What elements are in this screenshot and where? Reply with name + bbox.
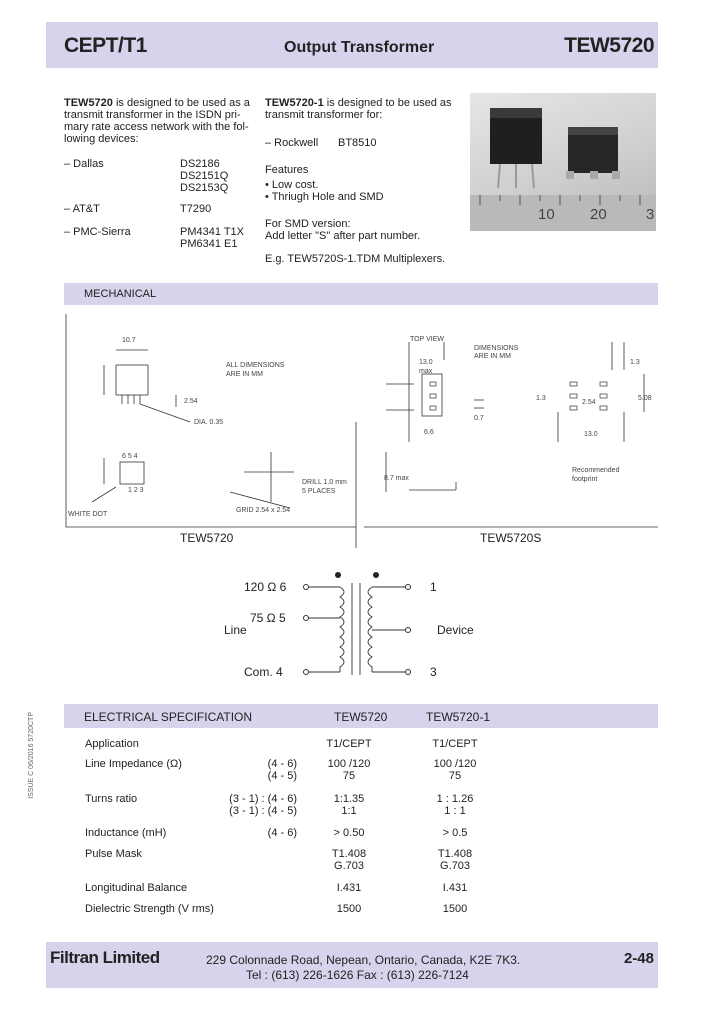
dim-note: DIMENSIONS xyxy=(474,345,519,352)
dim-note: 1 2 3 xyxy=(128,487,144,494)
dim-note: 5 PLACES xyxy=(302,488,336,495)
pin-label: 75 Ω 5 xyxy=(250,611,286,625)
param-cell: Turns ratio xyxy=(85,793,138,805)
value-line: 1500 xyxy=(442,903,468,915)
value-line: 75 xyxy=(448,770,462,782)
dim-note: footprint xyxy=(572,476,598,483)
device-parts xyxy=(180,158,228,194)
value-line: 1 : 1.26 xyxy=(436,793,474,805)
dim-note: 2.54 xyxy=(184,398,198,405)
intro1-line: mary rate access network with the fol- xyxy=(64,121,249,133)
mechanical-band xyxy=(64,283,658,305)
feature-item: • Thriugh Hole and SMD xyxy=(265,191,384,203)
value-line: > 0.5 xyxy=(442,827,468,839)
dim-note: 13.0 xyxy=(419,359,433,366)
value-line: G.703 xyxy=(334,860,364,872)
value-line: G.703 xyxy=(440,860,470,872)
dim-note: 5.08 xyxy=(638,395,652,402)
header-left: CEPT/T1 xyxy=(64,34,147,57)
condition-cell xyxy=(185,827,297,839)
company-name: Filtran Limited xyxy=(50,948,160,967)
smd-note xyxy=(265,218,420,242)
intro2-bold: TEW5720-1 xyxy=(265,97,324,109)
condition-line: (3 - 1) : (4 - 5) xyxy=(229,805,297,817)
value-line: 1:1.35 xyxy=(333,793,365,805)
value-line: T1.408 xyxy=(437,848,473,860)
intro1-bold: TEW5720 xyxy=(64,97,113,109)
pin-label: Com. 4 xyxy=(244,665,283,679)
value-cell-1 xyxy=(321,827,377,839)
condition-line: (3 - 1) : (4 - 6) xyxy=(229,793,297,805)
value-line: T1.408 xyxy=(331,848,367,860)
dim-note: DIA. 0.35 xyxy=(194,419,224,426)
param-cell: Pulse Mask xyxy=(85,848,142,860)
condition-line: (4 - 6) xyxy=(267,758,297,770)
intro-right xyxy=(265,97,460,121)
col-header-2: TEW5720-1 xyxy=(426,710,491,724)
electrical-band xyxy=(64,704,658,728)
dim-note: 13.0 xyxy=(584,431,598,438)
value-cell-1 xyxy=(321,758,377,782)
value-line: T1/CEPT xyxy=(432,738,478,750)
value-cell-1 xyxy=(321,848,377,872)
intro1-line: is designed to be used as a xyxy=(112,97,250,109)
line-label: Line xyxy=(224,623,247,637)
product-photo xyxy=(470,93,656,231)
device-part: DS2153Q xyxy=(180,182,229,194)
dim-note: TOP VIEW xyxy=(410,336,444,343)
condition-cell xyxy=(185,758,297,782)
value-cell-1 xyxy=(321,882,377,894)
caption-tew5720: TEW5720 xyxy=(180,531,234,545)
value-cell-1 xyxy=(321,903,377,915)
value-cell-2 xyxy=(427,738,483,750)
dim-note: max xyxy=(419,368,433,375)
device-part: DS2186 xyxy=(180,158,220,170)
value-line: 1 : 1 xyxy=(444,805,466,817)
features-title: Features xyxy=(265,164,309,176)
value-cell-2 xyxy=(427,793,483,817)
intro1-line: lowing devices: xyxy=(64,133,139,145)
value-line: I.431 xyxy=(442,882,468,894)
header-center: Output Transformer xyxy=(284,39,435,56)
intro-left xyxy=(64,97,254,145)
feature-item: • Low cost. xyxy=(265,179,319,191)
features xyxy=(265,164,384,203)
company-contact: Tel : (613) 226-1626 Fax : (613) 226-7124 xyxy=(246,968,469,982)
caption-tew5720s: TEW5720S xyxy=(480,531,542,545)
device-name: – AT&T xyxy=(64,203,100,215)
value-line: > 0.50 xyxy=(333,827,365,839)
dim-note: GRID 2.54 x 2.54 xyxy=(236,507,291,514)
ruler-mark: 3 xyxy=(646,206,655,223)
dim-note: 6 5 4 xyxy=(122,453,138,460)
dim-note: 1.3 xyxy=(536,395,546,402)
dim-note: ALL DIMENSIONS xyxy=(226,362,285,369)
value-line: 1:1 xyxy=(341,805,357,817)
device-part: DS2151Q xyxy=(180,170,229,182)
device-part: T7290 xyxy=(180,203,212,215)
param-cell: Application xyxy=(85,738,139,750)
dim-note: WHITE DOT xyxy=(68,511,108,518)
header-right: TEW5720 xyxy=(564,34,654,57)
col-header-1: TEW5720 xyxy=(334,710,388,724)
smd-line: Add letter "S" after part number. xyxy=(265,230,421,242)
value-line: 100 /120 xyxy=(327,758,371,770)
param-cell: Longitudinal Balance xyxy=(85,882,188,894)
param-cell: Line Impedance (Ω) xyxy=(85,758,182,770)
dim-note: ARE IN MM xyxy=(226,371,263,378)
value-cell-1 xyxy=(321,793,377,817)
value-line: T1/CEPT xyxy=(326,738,372,750)
device-part: PM6341 E1 xyxy=(180,238,238,250)
device-name: – PMC-Sierra xyxy=(64,226,131,238)
mechanical-title: MECHANICAL xyxy=(84,288,157,300)
device-label: Device xyxy=(437,623,474,637)
intro2-line: is designed to be used as xyxy=(323,97,452,109)
dim-note: 0.7 xyxy=(474,415,484,422)
intro1-line: transmit transformer in the ISDN pri- xyxy=(64,109,241,121)
condition-cell xyxy=(185,793,297,817)
mechanical-drawing xyxy=(64,312,658,548)
dim-note: DRILL 1.0 mm xyxy=(302,479,347,486)
device-name: – Dallas xyxy=(64,158,104,170)
ruler-mark: 10 xyxy=(538,206,555,223)
pin-label: 3 xyxy=(430,665,437,679)
smd-line: For SMD version: xyxy=(265,218,351,230)
device-part: PM4341 T1X xyxy=(180,226,245,238)
value-cell-2 xyxy=(427,848,483,872)
value-line: I.431 xyxy=(336,882,362,894)
condition-line: (4 - 5) xyxy=(267,770,297,782)
param-cell: Inductance (mH) xyxy=(85,827,167,839)
param-cell: Dielectric Strength (V rms) xyxy=(85,903,214,915)
value-line: 1500 xyxy=(336,903,362,915)
value-cell-2 xyxy=(427,758,483,782)
footer-band xyxy=(46,942,658,988)
issue-code: ISSUE C 06/2016 5720CTP xyxy=(28,712,35,799)
dim-note: ARE IN MM xyxy=(474,353,511,360)
pin-label: 120 Ω 6 xyxy=(244,580,287,594)
rockwell-name: – Rockwell xyxy=(265,137,319,149)
pin-label: 1 xyxy=(430,580,437,594)
dim-note: 2.54 xyxy=(582,399,596,406)
intro2-line: transmit transformer for: xyxy=(265,109,383,121)
rockwell-part: BT8510 xyxy=(338,137,377,149)
transformer-schematic xyxy=(200,565,520,690)
value-cell-1 xyxy=(321,738,377,750)
electrical-title: ELECTRICAL SPECIFICATION xyxy=(84,710,253,724)
value-cell-2 xyxy=(427,903,483,915)
dim-note: 8.7 max xyxy=(384,475,409,482)
header-band xyxy=(46,22,658,68)
example-text: E.g. TEW5720S-1.TDM Multiplexers. xyxy=(265,253,446,265)
value-cell-2 xyxy=(427,827,483,839)
ruler-mark: 20 xyxy=(590,206,607,223)
condition-line: (4 - 6) xyxy=(267,827,297,839)
dim-note: 1.3 xyxy=(630,359,640,366)
company-address: 229 Colonnade Road, Nepean, Ontario, Canada, K2E 7K3. xyxy=(206,953,521,967)
dim-note: 6.6 xyxy=(424,429,434,436)
dim-note: 10.7 xyxy=(122,337,136,344)
dim-note: Recommended xyxy=(572,467,620,474)
value-cell-2 xyxy=(427,882,483,894)
page-number: 2-48 xyxy=(623,950,654,967)
device-parts xyxy=(180,226,244,250)
value-line: 100 /120 xyxy=(433,758,477,770)
value-line: 75 xyxy=(342,770,356,782)
